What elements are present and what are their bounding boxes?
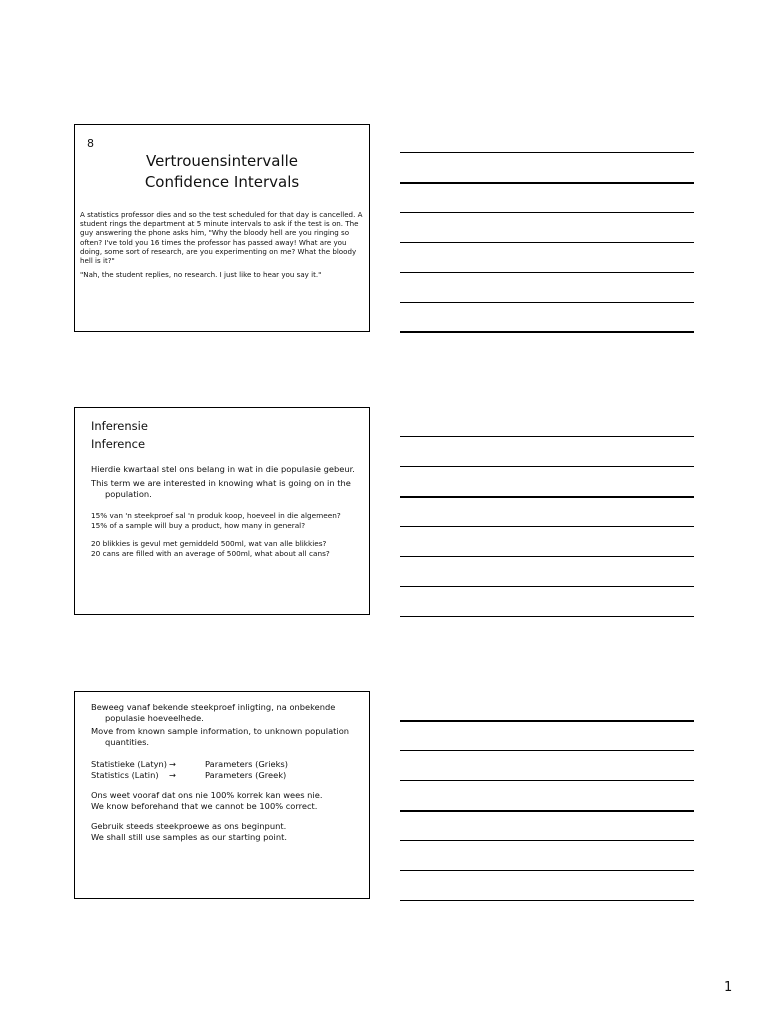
bullet-english: This term we are interested in knowing what is going on in the population.: [91, 478, 351, 499]
slide-body: [91, 464, 361, 559]
note-line: [400, 750, 694, 751]
mapping-row-afrikaans: [91, 759, 361, 770]
certainty-english: We know beforehand that we cannot be 100% correct.: [91, 801, 318, 811]
note-line: [400, 526, 694, 527]
note-line: [400, 900, 694, 901]
slide-title-afrikaans: Vertrouensintervalle: [145, 152, 299, 170]
example2-english: 20 cans are filled with an average of 500ml, what about all cans?: [91, 549, 330, 558]
slide-inference: [74, 407, 370, 615]
slide-title: [75, 151, 369, 193]
mapping-left: Statistics (Latin): [91, 770, 159, 780]
note-line: [400, 272, 694, 273]
example2-afrikaans: 20 blikkies is gevul met gemiddeld 500ml, wat van alle blikkies?: [91, 539, 327, 548]
note-line: [400, 780, 694, 781]
note-line: [400, 556, 694, 557]
arrow-icon: →: [169, 759, 176, 769]
start-afrikaans: Gebruik steeds steekproewe as ons beginpunt.: [91, 821, 287, 831]
note-line: [400, 586, 694, 587]
note-line: [400, 436, 694, 437]
note-line: [400, 331, 694, 333]
slide-sample-to-population: [74, 691, 370, 899]
note-line: [400, 466, 694, 467]
note-line: [400, 242, 694, 243]
note-line: [400, 870, 694, 871]
heading-afrikaans: Inferensie: [91, 419, 148, 433]
mapping-right: Parameters (Grieks): [205, 759, 288, 769]
certainty-afrikaans: Ons weet vooraf dat ons nie 100% korrek kan wees nie.: [91, 790, 323, 800]
example1-english: 15% of a sample will buy a product, how many in general?: [91, 521, 306, 530]
note-line: [400, 840, 694, 841]
note-line: [400, 182, 694, 184]
note-line: [400, 810, 694, 812]
arrow-icon: →: [169, 770, 176, 780]
note-line: [400, 152, 694, 153]
note-line: [400, 212, 694, 213]
bullet-afrikaans: Hierdie kwartaal stel ons belang in wat in die populasie gebeur.: [91, 464, 355, 474]
note-line: [400, 720, 694, 722]
heading-english: Inference: [91, 437, 146, 451]
note-line: [400, 496, 694, 498]
slide-number: 8: [87, 137, 94, 150]
example1-afrikaans: 15% van 'n steekproef sal 'n produk koop, hoeveel in die algemeen?: [91, 511, 341, 520]
slide-heading: [91, 417, 148, 453]
note-line: [400, 302, 694, 303]
mapping-right: Parameters (Greek): [205, 770, 287, 780]
bullet-afrikaans: Beweeg vanaf bekende steekproef inligting, na onbekende populasie hoeveelhede.: [91, 702, 336, 723]
page-number: 1: [724, 980, 733, 995]
slide-body: [91, 702, 361, 843]
slide-title-english: Confidence Intervals: [144, 173, 300, 191]
start-english: We shall still use samples as our starting point.: [91, 832, 287, 842]
mapping-row-english: [91, 770, 361, 781]
note-line: [400, 616, 694, 617]
joke-paragraph: A statistics professor dies and so the test scheduled for that day is cancelled. A student rings the department at 5 minute intervals to ask if the test is on. The guy answering the phone asks him, "Why the bloody hell are you ringing so often? I've told you 16 times the professor has passed away! What are you doing, some sort of research, are you experimenting on me? What the bloody hell is it?": [80, 210, 363, 266]
slide-8: [74, 124, 370, 332]
slide-body: [80, 210, 363, 284]
joke-punchline: "Nah, the student replies, no research. I just like to hear you say it.": [80, 270, 322, 280]
bullet-english: Move from known sample information, to unknown population quantities.: [91, 726, 350, 747]
mapping-left: Statistieke (Latyn): [91, 759, 168, 769]
